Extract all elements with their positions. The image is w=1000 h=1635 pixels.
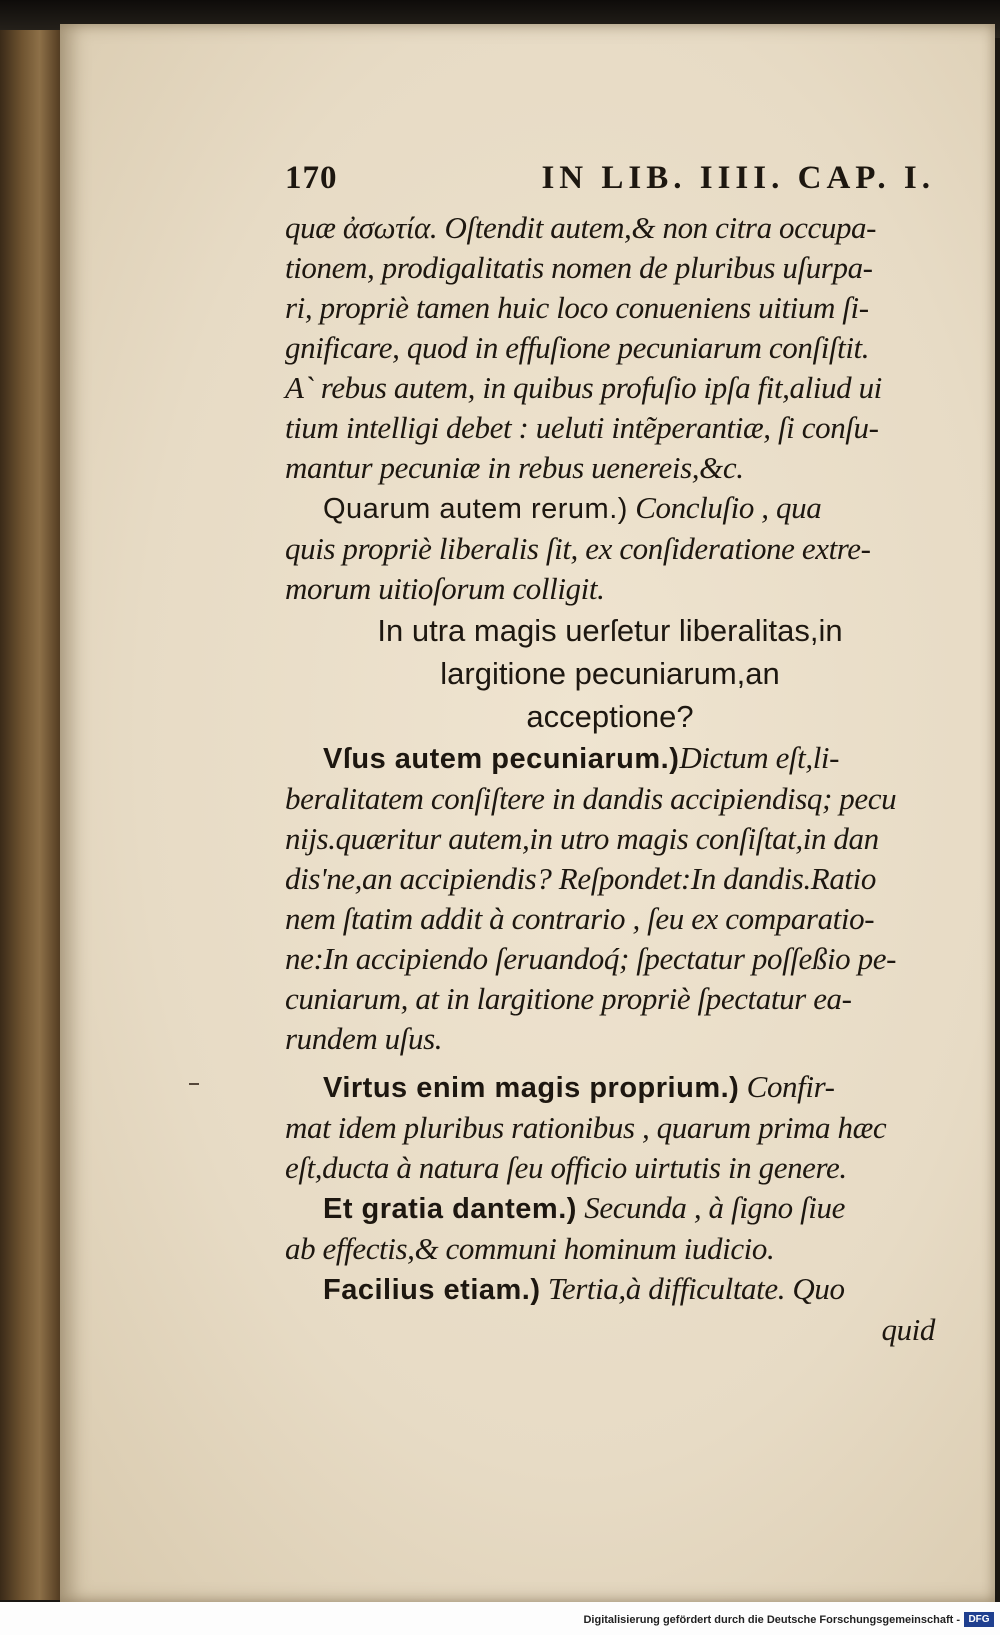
running-title: IN LIB. IIII. CAP. I. — [541, 160, 935, 196]
text-line — [285, 488, 935, 529]
text-span: Confir- — [739, 1069, 835, 1104]
dfg-logo: DFG — [964, 1612, 994, 1627]
digitization-credit: Digitalisierung gefördert durch die Deutsche Forschungsgemeinschaft - — [583, 1614, 960, 1626]
text-span: Tertia,à difficultate. Quo — [540, 1271, 845, 1306]
paragraph-5 — [285, 1188, 935, 1269]
text-line: quis propriè liberalis ſit, ex conſideratione extre- — [285, 531, 871, 566]
paragraph-3 — [285, 738, 935, 1059]
text-span: Dictum eſt,li- — [679, 740, 840, 775]
text-line: beralitatem conſiſtere in dandis accipiendisq; pecu — [285, 781, 897, 816]
running-header — [285, 160, 935, 208]
text-line: ab effectis,& communi hominum iudicio. — [285, 1231, 775, 1266]
paragraph-6 — [285, 1269, 935, 1350]
text-span: Secunda , à ſigno ſiue — [576, 1190, 845, 1225]
paragraph-1 — [285, 208, 935, 488]
text-line: mantur pecuniæ in rebus uenereis,&c. — [285, 450, 744, 485]
text-line: nijs.quæritur autem,in utro magis conſiſtat,in dan — [285, 821, 879, 856]
text-line: quæ ἀσωτία. Oſtendit autem,& non citra occupa- — [285, 210, 877, 245]
text-line: ri, propriè tamen huic loco conueniens uitium ſi- — [285, 290, 869, 325]
text-line: ne:In accipiendo ſeruandoq́; ſpectatur poſſeßio pe- — [285, 941, 897, 976]
text-line: rundem uſus. — [285, 1021, 443, 1056]
text-line: nem ſtatim addit à contrario , ſeu ex comparatio- — [285, 901, 875, 936]
text-line — [285, 738, 935, 779]
text-line: morum uitioſorum colligit. — [285, 571, 605, 606]
paragraph-2 — [285, 488, 935, 609]
text-line — [285, 1188, 935, 1229]
text-line: gnificare, quod in effuſione pecuniarum conſiſtit. — [285, 330, 870, 365]
heading-line: acceptione? — [526, 699, 694, 734]
page-number: 170 — [285, 160, 338, 196]
heading-line: In utra magis uerſetur liberalitas,in — [377, 613, 843, 648]
page-text — [285, 160, 935, 1350]
text-line: mat idem pluribus rationibus , quarum prima hæc — [285, 1110, 887, 1145]
lemma: Virtus enim magis proprium.) — [323, 1072, 740, 1104]
section-heading — [285, 609, 935, 738]
text-line — [285, 1067, 935, 1108]
text-line: cuniarum, at in largitione propriè ſpectatur ea- — [285, 981, 852, 1016]
catchword: quid — [881, 1312, 935, 1347]
text-line: tium intelligi debet : ueluti intẽperantiæ, ſi conſu- — [285, 410, 879, 445]
text-line: tionem, prodigalitatis nomen de pluribus uſurpa- — [285, 250, 873, 285]
paragraph-4 — [285, 1067, 935, 1188]
text-line: A` rebus autem, in quibus profuſio ipſa fit,aliud ui — [285, 370, 882, 405]
text-line: dis'ne,an accipiendis? Reſpondet:In dandis.Ratio — [285, 861, 876, 896]
text-line — [285, 1269, 935, 1310]
lemma: Quarum autem rerum.) — [323, 493, 628, 525]
margin-mark — [189, 1083, 199, 1085]
text-line: eſt,ducta à natura ſeu officio uirtutis in genere. — [285, 1150, 847, 1185]
lemma: Et gratia dantem.) — [323, 1193, 577, 1225]
lemma: Facilius etiam.) — [323, 1274, 541, 1306]
lemma: Vſus autem pecuniarum.) — [323, 743, 680, 775]
text-span: Concluſio , qua — [627, 490, 822, 525]
heading-line: largitione pecuniarum,an — [440, 656, 780, 691]
